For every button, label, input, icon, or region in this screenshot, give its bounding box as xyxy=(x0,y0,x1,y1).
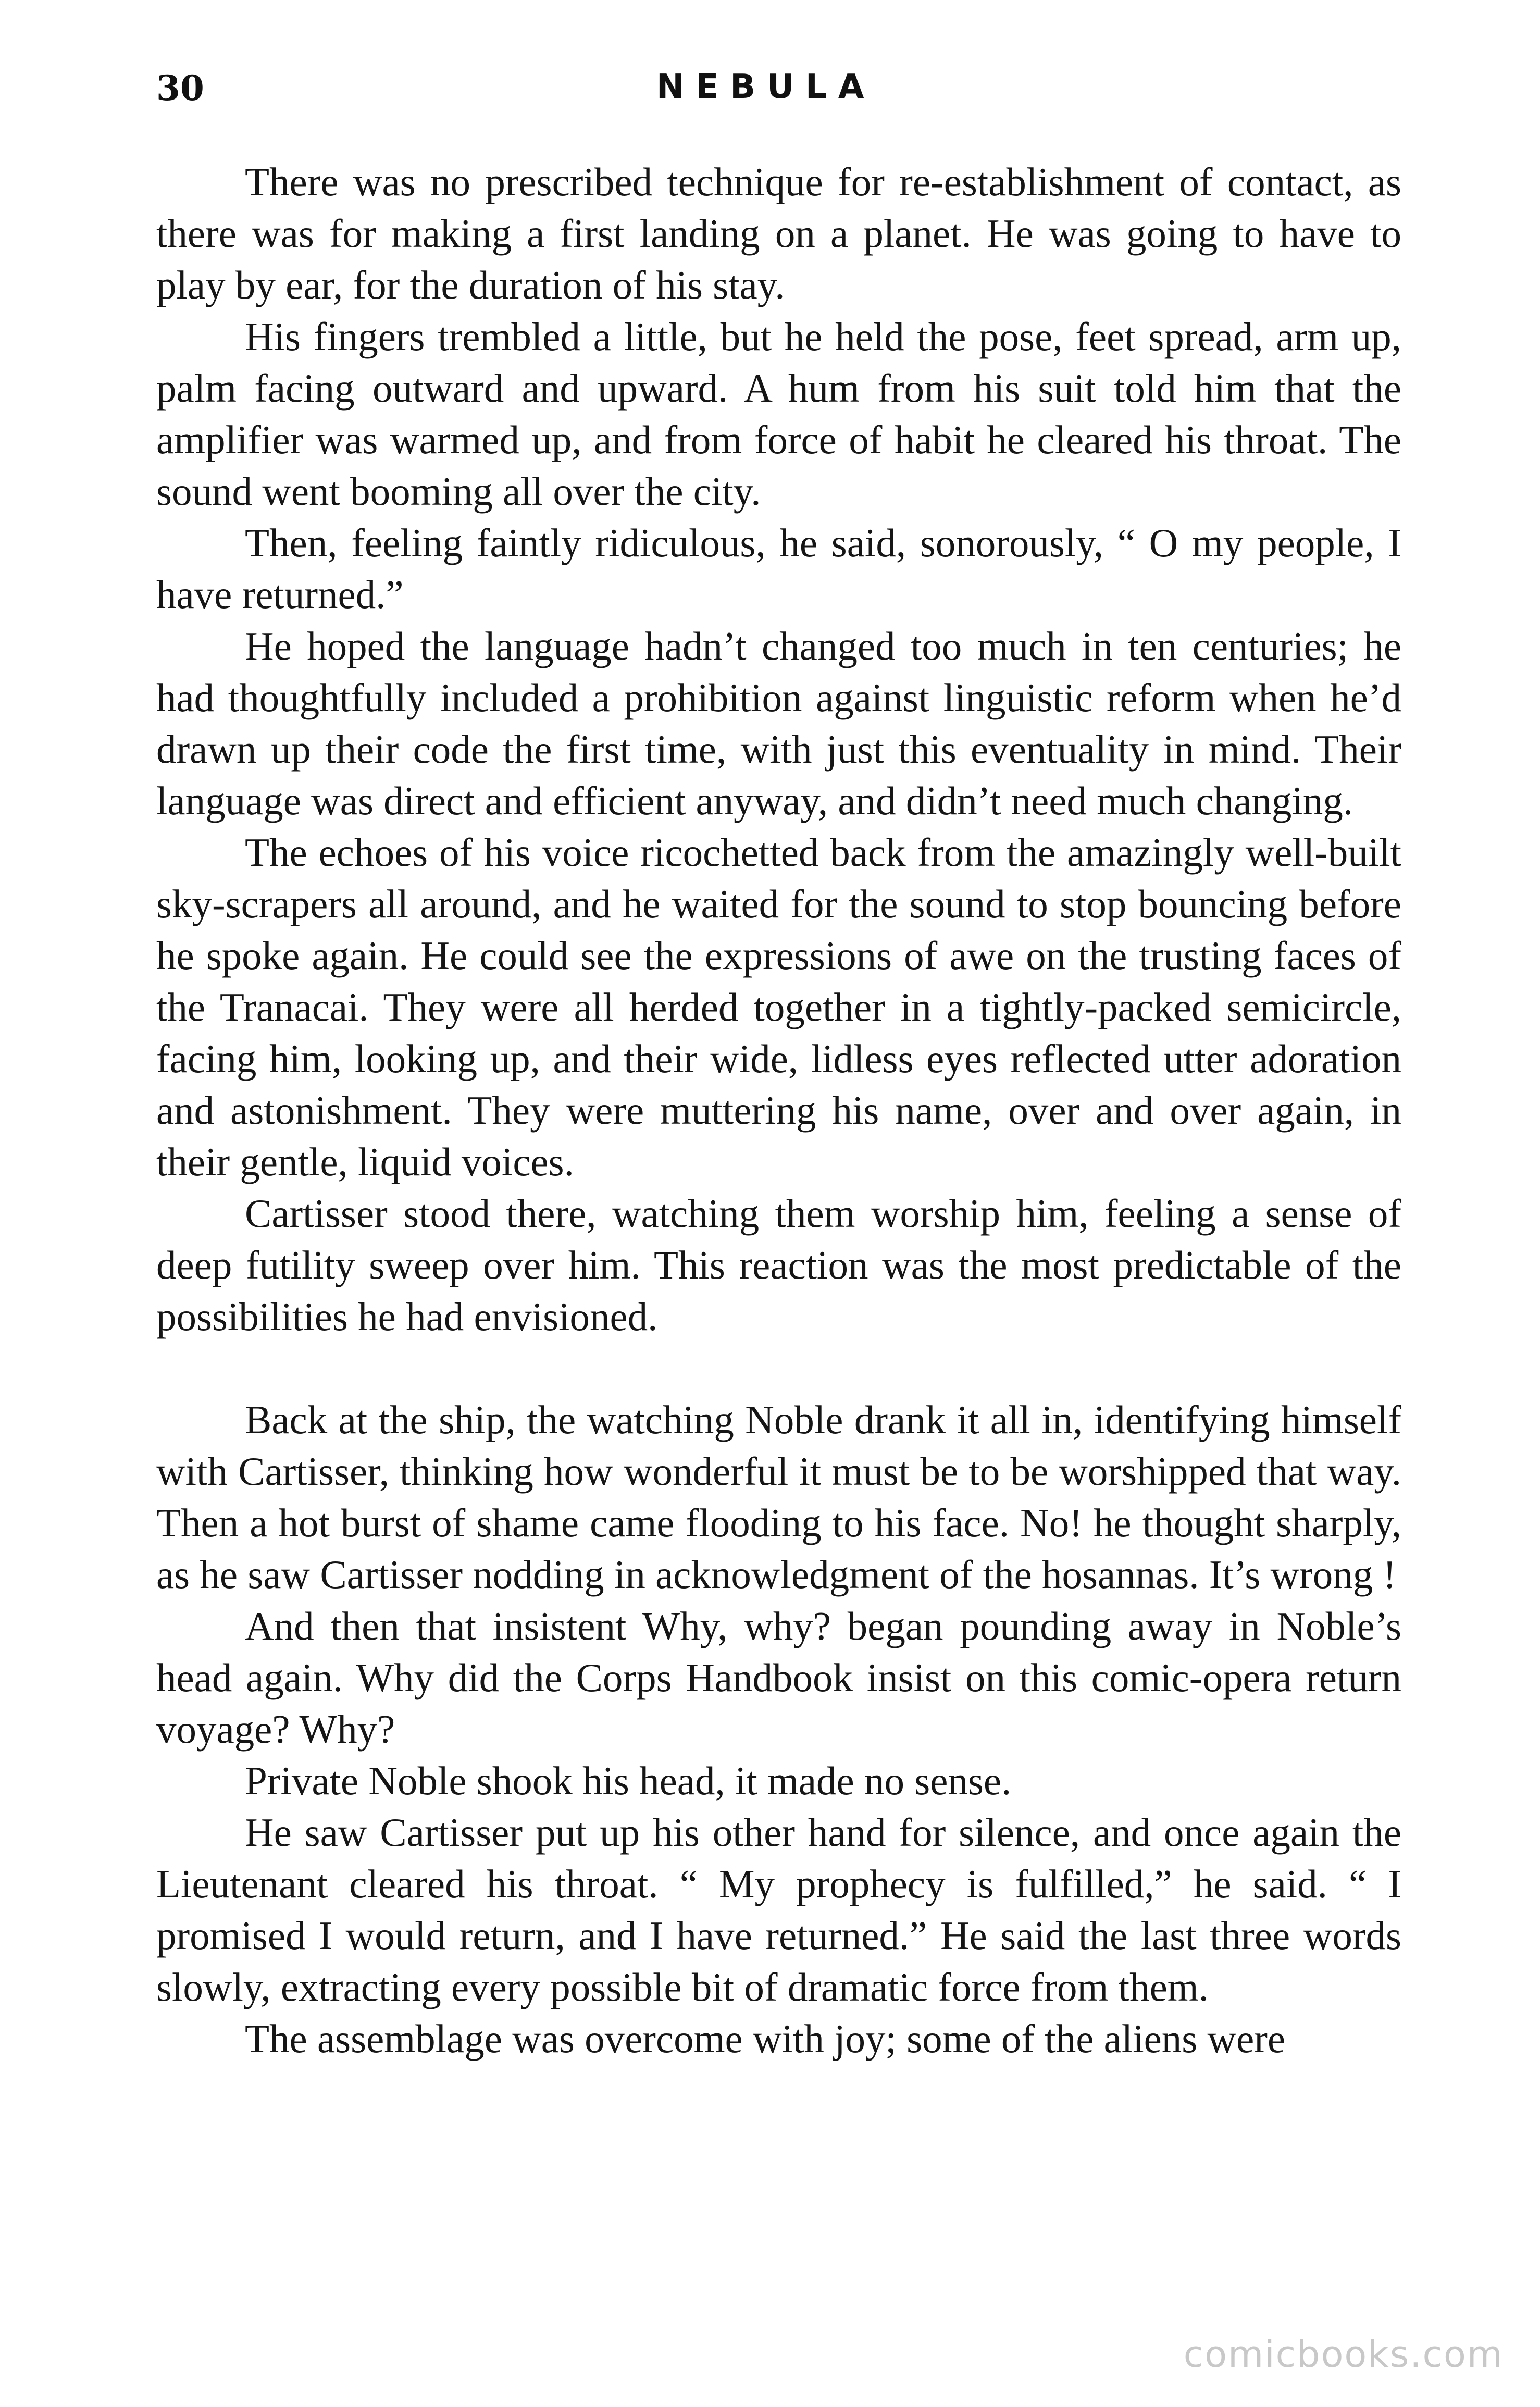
body-text xyxy=(156,156,1401,2065)
page-header xyxy=(156,68,1438,120)
page-number: 30 xyxy=(156,68,204,108)
running-title: NEBULA xyxy=(656,68,876,106)
section-break xyxy=(156,1343,1401,1394)
paragraph: And then that insistent Why, why? began pounding away in Noble’s head again. Why did the Corps Handbook insist on this comic-opera return voyage? Why? xyxy=(156,1604,1401,1752)
paragraph: He saw Cartisser put up his other hand for silence, and once again the Lieutenant cleared his throat. “ My prophecy is fulfilled,” he said. “ I promised I would return, and I have returned.” He said the last three words slowly, extracting every possible bit of dramatic force from them. xyxy=(156,1810,1401,2009)
paragraph: His fingers trembled a little, but he held the pose, feet spread, arm up, palm facing outward and upward. A hum from his suit told him that the amplifier was warmed up, and from force of habit he cleared his throat. The sound went booming all over the city. xyxy=(156,314,1401,514)
watermark: comicbooks.com xyxy=(1183,2333,1504,2376)
paragraph: The assemblage was overcome with joy; some of the aliens were xyxy=(245,2016,1286,2061)
paragraph: Private Noble shook his head, it made no sense. xyxy=(245,1758,1012,1803)
paragraph: The echoes of his voice ricochetted back from the amazingly well-built sky-scrapers all around, and he waited for the sound to stop bouncing before he spoke again. He could see the expressions of awe on the trusting faces of the Tranacai. They were all herded together in a tightly-packed semicircle, facing him, looking up, and their wide, lidless eyes reflected utter adoration and astonishment. They were muttering his name, over and over again, in their gentle, liquid voices. xyxy=(156,830,1401,1184)
paragraph: Back at the ship, the watching Noble drank it all in, identifying himself with Cartisser, thinking how wonderful it must be to be worshipped that way. Then a hot burst of shame came flooding to his face. No! he thought sharply, as he saw Cartisser nodding in acknowledgment of the hosannas. It’s wrong ! xyxy=(156,1397,1401,1597)
paragraph: Then, feeling faintly ridiculous, he said, sonorously, “ O my people, I have returned.” xyxy=(156,520,1401,617)
paragraph: Cartisser stood there, watching them worship him, feeling a sense of deep futility sweep over him. This reaction was the most predictable of the possibilities he had envisioned. xyxy=(156,1191,1401,1339)
paragraph: He hoped the language hadn’t changed too much in ten centuries; he had thoughtfully included a prohibition against linguistic reform when he’d drawn up their code the first time, with just this eventuality in mind. Their language was direct and efficient anyway, and didn’t need much changing. xyxy=(156,624,1401,823)
paragraph: There was no prescribed technique for re-establishment of contact, as there was for making a first landing on a planet. He was going to have to play by ear, for the duration of his stay. xyxy=(156,159,1401,307)
